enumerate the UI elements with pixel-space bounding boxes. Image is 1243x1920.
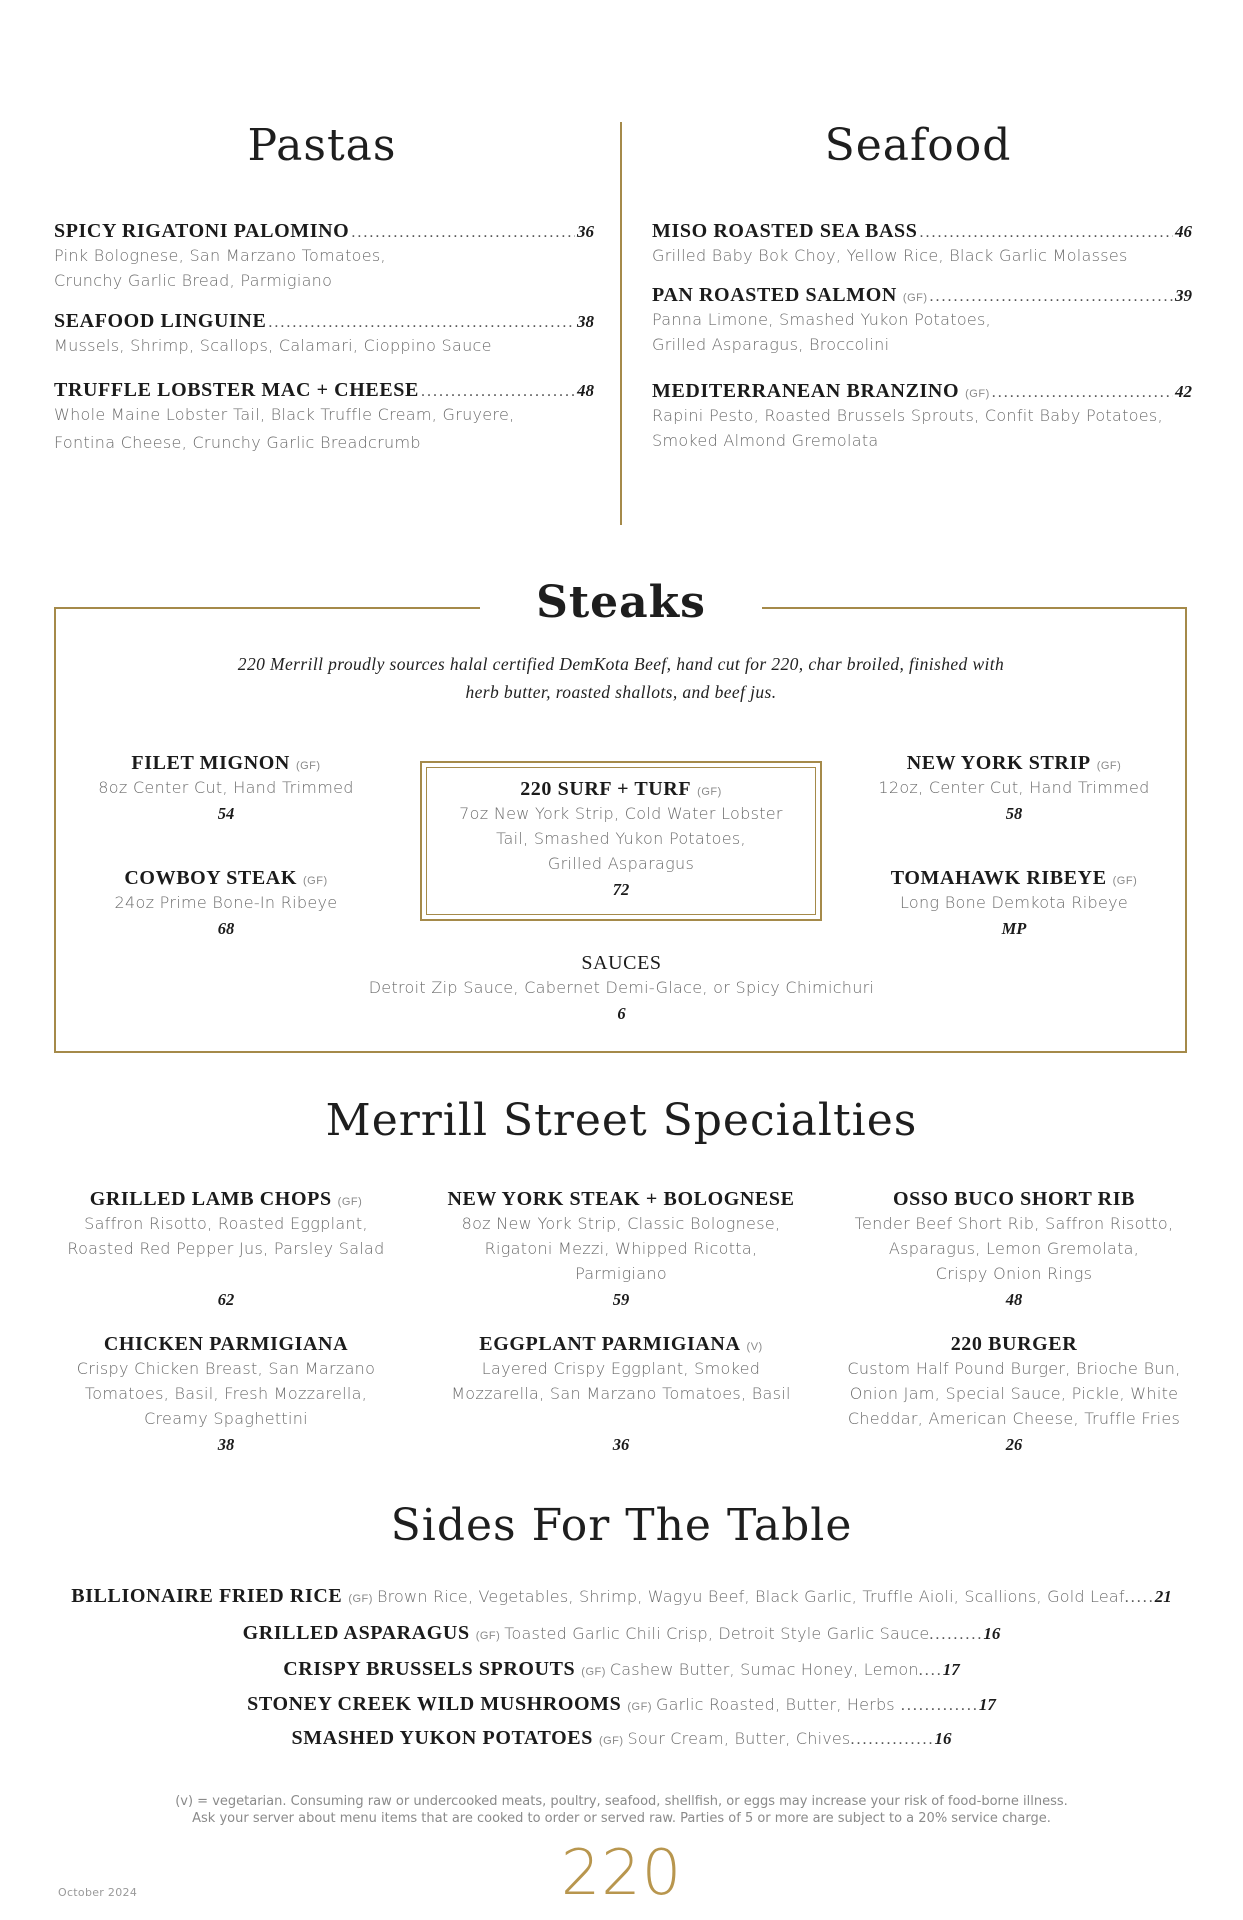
item-description: Grilled Asparagus, Broccolini: [652, 335, 890, 354]
steak-ny-strip: [868, 752, 1160, 824]
side-item: [0, 1693, 1243, 1716]
item-name: SAUCES: [581, 952, 662, 974]
menu-item: [54, 220, 594, 310]
menu-item: [54, 310, 594, 379]
item-description: Brown Rice, Vegetables, Shrimp, Wagyu Beef, Black Garlic, Truffle Aioli, Scallions, Gold Leaf: [376, 1587, 1125, 1606]
item-description: 8oz New York Strip, Classic Bolognese,: [461, 1214, 781, 1233]
leader-dots: .........: [929, 1626, 984, 1643]
gf-tag: (GF): [902, 292, 928, 304]
item-description: 7oz New York Strip, Cold Water Lobster: [459, 804, 783, 823]
item-description: Panna Limone, Smashed Yukon Potatoes,: [652, 310, 992, 329]
item-description: Whole Maine Lobster Tail, Black Truffle Cream, Gruyere,: [54, 405, 515, 424]
item-price: 72: [612, 880, 630, 899]
leader-dots: ..............: [850, 1731, 935, 1748]
item-price: 6: [617, 1004, 626, 1023]
item-name: GRILLED LAMB CHOPS: [89, 1188, 332, 1210]
item-price: 58: [1005, 804, 1023, 823]
item-description: Garlic Roasted, Butter, Herbs: [656, 1695, 895, 1714]
item-name: CRISPY BRUSSELS SPROUTS: [283, 1658, 576, 1680]
item-price: 59: [612, 1290, 630, 1309]
specialty-220-burger: [836, 1333, 1192, 1455]
menu-item: [54, 379, 594, 455]
item-description: Custom Half Pound Burger, Brioche Bun,: [847, 1359, 1181, 1378]
gf-tag: (GF): [627, 1701, 652, 1713]
item-name: MEDITERRANEAN BRANZINO: [652, 380, 960, 402]
steaks-intro-line: 220 Merrill proudly sources halal certified DemKota Beef, hand cut for 220, char broiled, finished with: [237, 654, 1005, 674]
specialties-title: Merrill Street Specialties: [325, 1095, 918, 1146]
pastas-list: [54, 220, 594, 455]
steak-cowboy: [80, 867, 372, 939]
item-description: Cashew Butter, Sumac Honey, Lemon: [609, 1660, 919, 1679]
item-name: SEAFOOD LINGUINE: [54, 310, 267, 332]
item-name: TRUFFLE LOBSTER MAC + CHEESE: [54, 379, 419, 401]
specialty-chicken-parmigiana: [50, 1333, 402, 1455]
item-description: Sour Cream, Butter, Chives: [627, 1729, 851, 1748]
item-price: 68: [217, 919, 235, 938]
item-price: 16: [983, 1624, 1001, 1643]
leader-dots: .....: [1124, 1589, 1155, 1606]
leader-dots: [930, 288, 1173, 306]
item-price: 46: [1175, 222, 1192, 241]
seafood-title: Seafood: [824, 120, 1012, 171]
leader-dots: [992, 384, 1173, 402]
footnote-line: (v) = vegetarian. Consuming raw or undercooked meats, poultry, seafood, shellfish, or eggs may increase your risk of food-borne illness.: [175, 1794, 1068, 1809]
item-price: 36: [612, 1435, 630, 1454]
steaks-intro-line: herb butter, roasted shallots, and beef jus.: [465, 682, 777, 702]
steak-surf-turf: [424, 778, 818, 900]
gf-tag: (GF): [295, 760, 321, 772]
gf-tag: (GF): [337, 1196, 363, 1208]
item-name: NEW YORK STRIP: [906, 752, 1091, 774]
item-name: EGGPLANT PARMIGIANA: [479, 1333, 741, 1355]
item-name: FILET MIGNON: [131, 752, 290, 774]
gf-tag: (GF): [598, 1735, 624, 1747]
item-name: GRILLED ASPARAGUS: [242, 1622, 470, 1644]
item-name: 220 SURF + TURF: [520, 778, 692, 800]
item-description: Long Bone Demkota Ribeye: [899, 893, 1129, 912]
item-price: 42: [1175, 382, 1192, 401]
menu-item: [652, 220, 1192, 284]
item-description: Rapini Pesto, Roasted Brussels Sprouts, Confit Baby Potatoes,: [652, 406, 1163, 425]
item-description: Rigatoni Mezzi, Whipped Ricotta,: [484, 1239, 758, 1258]
column-divider: [620, 122, 622, 525]
leader-dots: .............: [894, 1697, 979, 1714]
item-description: Layered Crispy Eggplant, Smoked: [481, 1359, 761, 1378]
menu-item: [652, 380, 1192, 453]
item-description: Tomatoes, Basil, Fresh Mozzarella,: [84, 1384, 368, 1403]
gf-tag: (GF): [1112, 875, 1138, 887]
gf-tag: (GF): [475, 1630, 501, 1642]
item-name: PAN ROASTED SALMON: [652, 284, 897, 306]
item-description: Grilled Asparagus: [547, 854, 695, 873]
item-price: 54: [217, 804, 235, 823]
specialty-osso-buco: [836, 1188, 1192, 1310]
specialty-ny-steak-bolognese: [436, 1188, 806, 1310]
side-item: [0, 1658, 1243, 1681]
seafood-list: [652, 220, 1192, 453]
item-description: 24oz Prime Bone-In Ribeye: [114, 893, 338, 912]
item-description: Fontina Cheese, Crunchy Garlic Breadcrumb: [54, 433, 421, 452]
item-description: Onion Jam, Special Sauce, Pickle, White: [849, 1384, 1179, 1403]
steaks-title: Steaks: [536, 577, 706, 628]
menu-item: [652, 284, 1192, 380]
steak-sauces: [300, 952, 943, 1024]
item-description: Tail, Smashed Yukon Potatoes,: [496, 829, 746, 848]
item-price: 38: [217, 1435, 235, 1454]
leader-dots: [268, 314, 575, 332]
side-item: [0, 1585, 1243, 1608]
gf-tag: (GF): [697, 786, 722, 798]
item-description: Pink Bolognese, San Marzano Tomatoes,: [54, 246, 386, 265]
item-description: Creamy Spaghettini: [144, 1409, 308, 1428]
restaurant-logo: 220: [560, 1836, 683, 1909]
footnote: [100, 1793, 1143, 1827]
leader-dots: ....: [918, 1662, 943, 1679]
specialty-eggplant-parmigiana: [436, 1333, 806, 1455]
item-name: SMASHED YUKON POTATOES: [291, 1727, 593, 1749]
item-price: 26: [1005, 1435, 1023, 1454]
item-name: MISO ROASTED SEA BASS: [652, 220, 918, 242]
steak-tomahawk: [868, 867, 1160, 939]
item-price: 48: [577, 381, 594, 400]
item-description: 12oz, Center Cut, Hand Trimmed: [878, 778, 1150, 797]
item-name: CHICKEN PARMIGIANA: [103, 1333, 349, 1355]
gf-tag: (GF): [303, 875, 328, 887]
item-name: COWBOY STEAK: [124, 867, 297, 889]
item-price: 62: [217, 1290, 235, 1309]
side-item: [0, 1727, 1243, 1750]
item-name: NEW YORK STEAK + BOLOGNESE: [447, 1188, 795, 1210]
item-description: Parmigiano: [575, 1264, 667, 1283]
item-description: Smoked Almond Gremolata: [652, 431, 879, 450]
steak-filet-mignon: [80, 752, 372, 824]
pastas-title: Pastas: [247, 120, 397, 171]
item-description: Mozzarella, San Marzano Tomatoes, Basil: [451, 1384, 791, 1403]
item-description: Crunchy Garlic Bread, Parmigiano: [54, 271, 333, 290]
sides-title: Sides For The Table: [390, 1500, 853, 1551]
item-price: MP: [1001, 919, 1027, 938]
footnote-line: Ask your server about menu items that are cooked to order or served raw. Parties of 5 or more are subject to a 20% service charge.: [192, 1811, 1051, 1826]
steaks-intro: [160, 650, 1082, 706]
item-price: 17: [942, 1660, 960, 1679]
steaks-title-wrap: [480, 573, 762, 633]
item-price: 17: [978, 1695, 996, 1714]
vegetarian-tag: (V): [746, 1341, 763, 1353]
leader-dots: [919, 224, 1173, 242]
side-item: [0, 1622, 1243, 1645]
item-description: Asparagus, Lemon Gremolata,: [888, 1239, 1140, 1258]
item-description: Mussels, Shrimp, Scallops, Calamari, Cioppino Sauce: [54, 336, 492, 355]
item-price: 48: [1005, 1290, 1023, 1309]
leader-dots: [421, 383, 575, 401]
item-name: BILLIONAIRE FRIED RICE: [71, 1585, 343, 1607]
item-name: 220 BURGER: [950, 1333, 1078, 1355]
item-description: Toasted Garlic Chili Crisp, Detroit Style Garlic Sauce: [504, 1624, 930, 1643]
item-price: 39: [1175, 286, 1192, 305]
leader-dots: [351, 224, 575, 242]
gf-tag: (GF): [348, 1593, 373, 1605]
item-description: Grilled Baby Bok Choy, Yellow Rice, Black Garlic Molasses: [652, 246, 1128, 265]
item-description: Roasted Red Pepper Jus, Parsley Salad: [67, 1239, 385, 1258]
gf-tag: (GF): [581, 1666, 606, 1678]
menu-date: October 2024: [58, 1886, 138, 1899]
item-description: Cheddar, American Cheese, Truffle Fries: [847, 1409, 1181, 1428]
item-price: 36: [577, 222, 594, 241]
gf-tag: (GF): [1096, 760, 1122, 772]
item-description: Crispy Chicken Breast, San Marzano: [76, 1359, 376, 1378]
item-description: Saffron Risotto, Roasted Eggplant,: [84, 1214, 368, 1233]
item-description: Tender Beef Short Rib, Saffron Risotto,: [854, 1214, 1174, 1233]
specialty-lamb-chops: [50, 1188, 402, 1310]
item-description: Crispy Onion Rings: [935, 1264, 1093, 1283]
item-price: 16: [934, 1729, 952, 1748]
item-price: 38: [577, 312, 594, 331]
item-description: 8oz Center Cut, Hand Trimmed: [98, 778, 354, 797]
item-name: SPICY RIGATONI PALOMINO: [54, 220, 350, 242]
item-name: TOMAHAWK RIBEYE: [890, 867, 1107, 889]
item-name: STONEY CREEK WILD MUSHROOMS: [247, 1693, 622, 1715]
item-name: OSSO BUCO SHORT RIB: [892, 1188, 1136, 1210]
item-price: 21: [1154, 1587, 1172, 1606]
item-description: Detroit Zip Sauce, Cabernet Demi-Glace, or Spicy Chimichuri: [368, 978, 875, 997]
gf-tag: (GF): [965, 388, 990, 400]
